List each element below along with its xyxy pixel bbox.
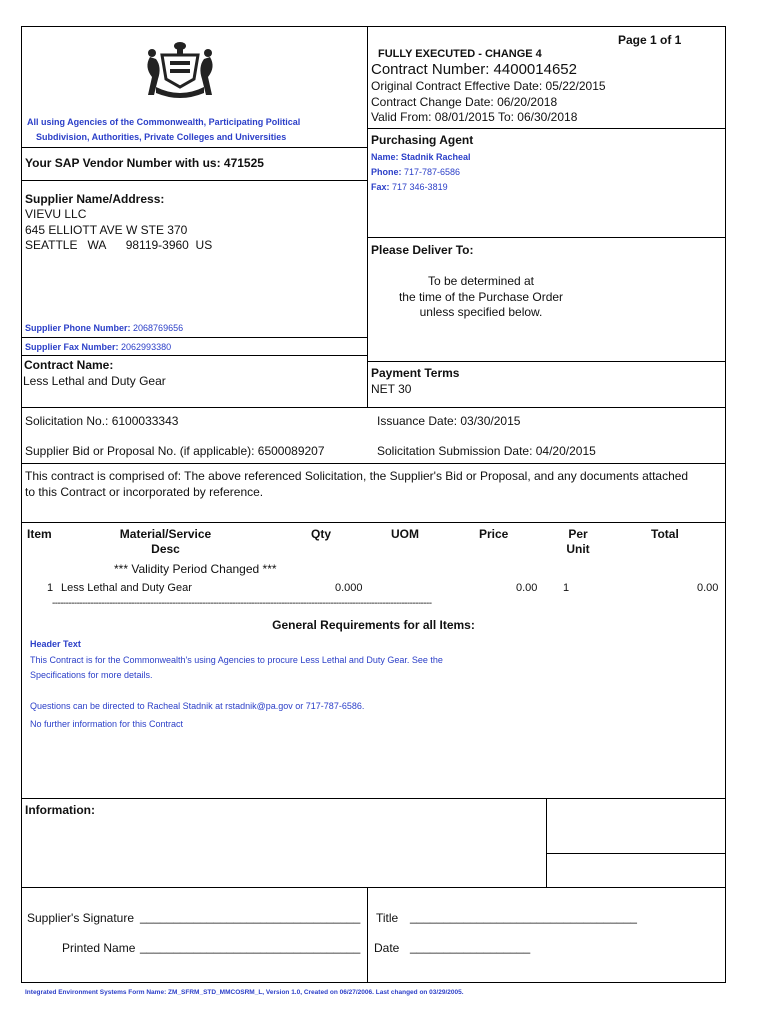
agent-phone-label: Phone: [371,167,402,177]
printed-name-field[interactable]: _________________________________ [140,940,361,954]
info-divider [546,853,726,854]
date-label: Date [374,941,400,955]
commonwealth-seal-icon [140,37,220,105]
printed-name-label: Printed Name [62,941,136,955]
supplier-fax-label: Supplier Fax Number: [25,342,119,352]
deliver-to-heading: Please Deliver To: [371,243,474,257]
col-desc-line-2: Desc [151,542,180,556]
agent-fax-label: Fax: [371,182,390,192]
frame-top [21,26,726,27]
dashed-separator: ------------------------------------------------------------------------------------------------------------------------------------------- [52,598,432,609]
deliver-line-1: To be determined at [427,274,535,288]
col-desc [108,527,223,557]
title-label: Title [376,911,399,925]
frame-right [725,26,726,983]
payment-terms-heading: Payment Terms [371,366,460,380]
supplier-phone-label: Supplier Phone Number: [25,323,131,333]
row-qty: 0.000 [335,582,363,594]
col-total: Total [651,527,679,541]
frame-bottom [21,982,726,983]
deliver-line-3: unless specified below. [419,305,543,319]
divider [21,147,368,148]
contract-name-value: Less Lethal and Duty Gear [23,374,166,388]
contract-status: FULLY EXECUTED - CHANGE 4 [378,48,542,60]
title-field[interactable]: __________________________________ [410,910,637,924]
agent-fax [371,181,448,193]
general-line-4: No further information for this Contract [30,719,184,729]
col-per [558,527,598,557]
information-heading: Information: [25,803,95,817]
purchasing-agent-heading: Purchasing Agent [371,133,474,147]
divider [21,180,368,181]
supplier-signature-label: Supplier's Signature [27,911,135,925]
form-footer: Integrated Environment Systems Form Name: ZM_SFRM_STD_MMCOSRM_L, Version 1.0, Created on 06/27/2006. Last changed on 03/29/2005. [25,989,464,996]
divider [21,522,726,523]
comprised-line-2: to this Contract or incorporated by reference. [25,485,264,499]
supplier-signature-field[interactable]: _________________________________ [140,910,361,924]
divider [21,798,726,799]
date-field[interactable]: __________________ [410,940,531,954]
divider [21,463,726,464]
sap-vendor-number: Your SAP Vendor Number with us: 471525 [25,156,264,170]
agencies-line-1: All using Agencies of the Commonwealth, Participating Political [27,117,301,127]
info-divider [546,798,547,888]
general-line-2: Specifications for more details. [30,670,153,680]
divider [21,407,726,408]
supplier-bid-number: Supplier Bid or Proposal No. (if applicable): 6500089207 [25,444,325,458]
validity-note: *** Validity Period Changed *** [114,562,277,576]
col-desc-line-1: Material/Service [119,527,212,541]
agencies-line-2: Subdivision, Authorities, Private Colleges and Universities [36,132,287,142]
supplier-name: VIEVU LLC [25,207,87,221]
supplier-address-1: 645 ELLIOTT AVE W STE 370 [25,223,188,237]
column-divider [367,26,368,408]
supplier-phone-value: 2068769656 [133,323,184,333]
header-text-label: Header Text [30,639,81,649]
row-item-number: 1 [47,582,54,594]
col-uom: UOM [391,527,419,541]
agent-phone [371,166,460,178]
col-per-line-2: Unit [566,542,590,556]
original-effective-date: Original Contract Effective Date: 05/22/2015 [371,79,606,93]
page-number: Page 1 of 1 [618,33,682,47]
col-price: Price [479,527,509,541]
solicitation-number: Solicitation No.: 6100033343 [25,414,179,428]
row-desc: Less Lethal and Duty Gear [61,582,192,594]
issuance-date: Issuance Date: 03/30/2015 [377,414,521,428]
supplier-fax-value: 2062993380 [121,342,172,352]
divider [21,337,368,338]
agent-name: Name: Stadnik Racheal [371,152,471,162]
general-requirements-heading: General Requirements for all Items: [272,618,475,632]
col-per-line-1: Per [568,527,588,541]
agent-phone-value: 717-787-6586 [404,167,461,177]
frame-left [21,26,22,983]
valid-period: Valid From: 08/01/2015 To: 06/30/2018 [371,110,578,124]
divider [21,887,726,888]
payment-terms-value: NET 30 [371,382,412,396]
col-qty: Qty [311,527,332,541]
divider [367,361,726,362]
general-line-3: Questions can be directed to Racheal Stadnik at rstadnik@pa.gov or 717-787-6586. [30,701,365,711]
deliver-line-2: the time of the Purchase Order [398,290,564,304]
supplier-phone [25,322,183,334]
general-line-1: This Contract is for the Commonwealth's using Agencies to procure Less Lethal and Duty Gear. See the [30,655,443,665]
contract-change-date: Contract Change Date: 06/20/2018 [371,95,558,109]
supplier-address-2: SEATTLE WA 98119-3960 US [25,238,213,252]
contract-name-heading: Contract Name: [24,358,114,372]
row-total: 0.00 [697,582,719,594]
supplier-heading: Supplier Name/Address: [25,192,165,206]
row-price: 0.00 [516,582,538,594]
supplier-fax [25,341,171,353]
signature-divider [367,887,368,983]
row-per: 1 [563,582,570,594]
comprised-line-1: This contract is comprised of: The above referenced Solicitation, the Supplier's Bid or Proposal, and any documents attached [25,469,689,483]
divider [367,237,726,238]
divider [367,128,726,129]
submission-date: Solicitation Submission Date: 04/20/2015 [377,444,596,458]
divider [21,355,368,356]
col-item: Item [27,527,52,541]
contract-number: Contract Number: 4400014652 [371,61,577,78]
agent-fax-value: 717 346-3819 [392,182,448,192]
